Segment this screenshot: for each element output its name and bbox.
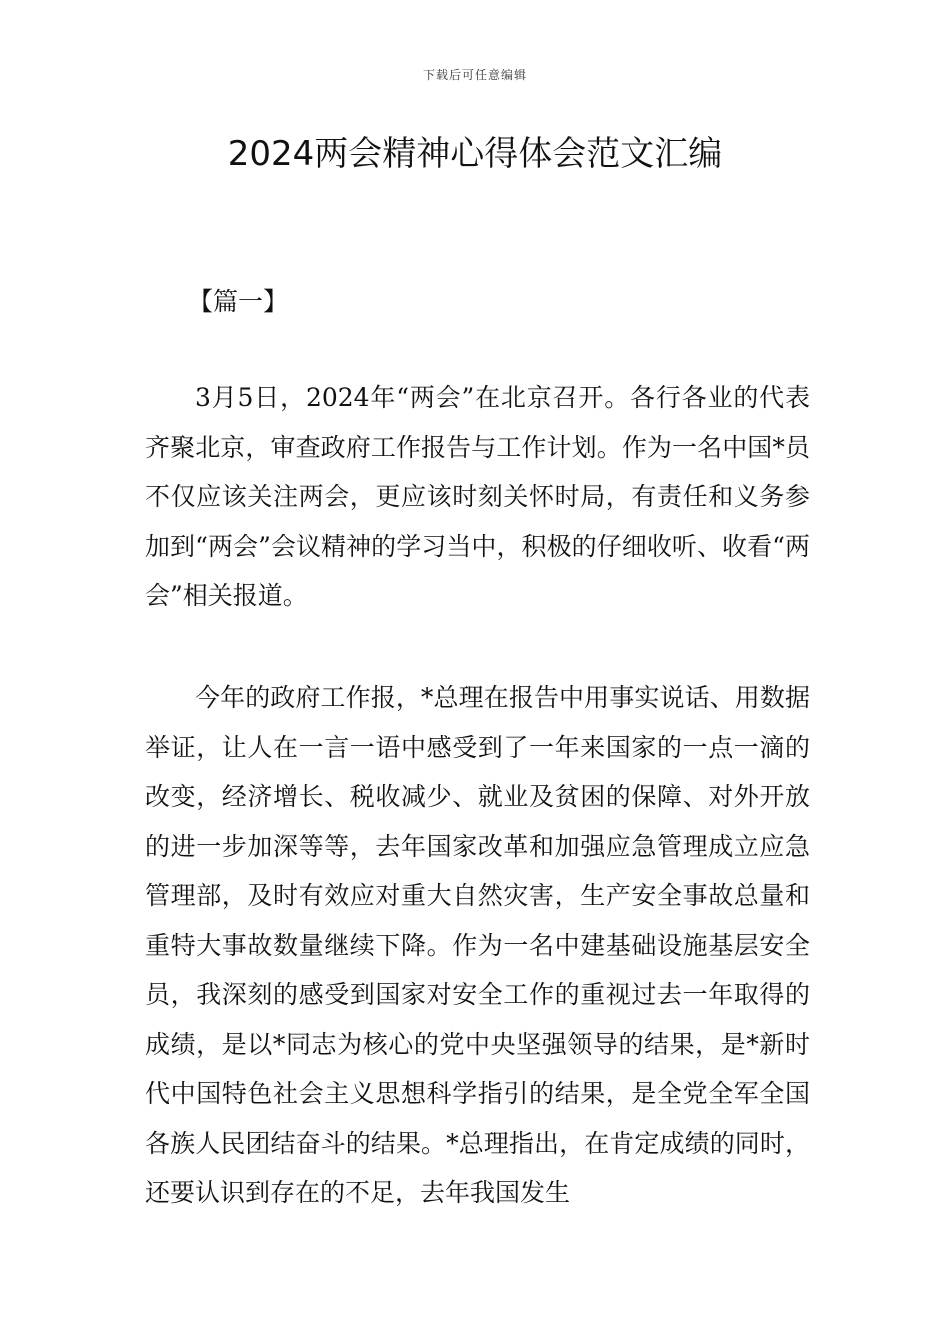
header-note: 下载后可任意编辑 bbox=[422, 68, 527, 82]
body-paragraph: 3月5日，2024年“两会”在北京召开。各行各业的代表齐聚北京，审查政府工作报告与工作计划。作为一名中国*员不仅应该关注两会，更应该时刻关怀时局，有责任和义务参加到“两会”会议精神的学习当中，积极的仔细收听、收看“两会”相关报道。 bbox=[145, 383, 810, 610]
body-paragraph: 今年的政府工作报，*总理在报告中用事实说话、用数据举证，让人在一言一语中感受到了一年来国家的一点一滴的改变，经济增长、税收减少、就业及贫困的保障、对外开放的进一步加深等等，去年国家改革和加强应急管理成立应急管理部，及时有效应对重大自然灾害，生产安全事故总量和重特大事故数量继续下降。作为一名中建基础设施基层安全员，我深刻的感受到国家对安全工作的重视过去一年取得的成绩，是以*同志为核心的党中央坚强领导的结果，是*新时代中国特色社会主义思想科学指引的结果，是全党全军全国各族人民团结奋斗的结果。*总理指出，在肯定成绩的同时，还要认识到存在的不足，去年我国发生 bbox=[145, 683, 810, 1207]
document-title: 2024两会精神心得体会范文汇编 bbox=[227, 134, 723, 174]
section-label: 【篇一】 bbox=[188, 287, 289, 316]
